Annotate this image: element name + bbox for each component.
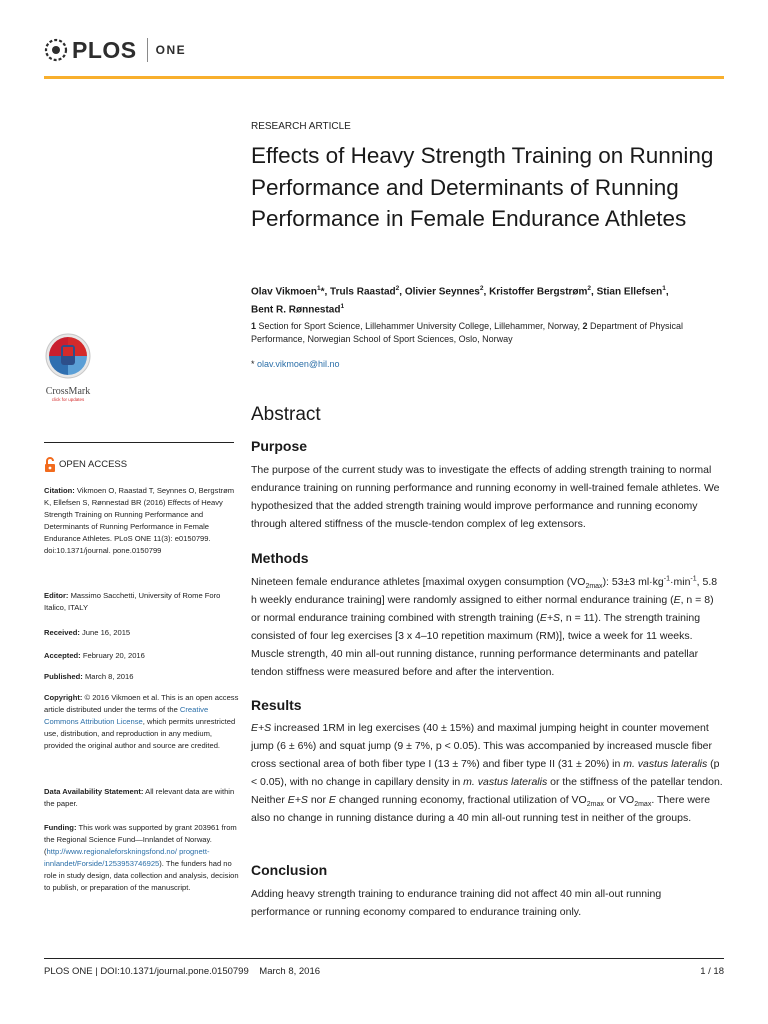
- conclusion-text: Adding heavy strength training to endurance training did not affect 40 min all-out running performance or running economy compared to endurance training only.: [251, 888, 662, 918]
- received-block: [44, 627, 239, 639]
- author-name: Kristoffer Bergstrøm: [489, 286, 588, 298]
- methods-text: Nineteen female endurance athletes [maximal oxygen consumption $(VO_{2max})$: 53±3 $ml\cdot kg^{-1}\cdot\min^{-1}$, 5.8 h weekly endurance training] were randomly assigned to either normal endurance training (E, n = 8) or normal endurance training combined with strength training (E+S, n = 11). The strength training consisted of four leg exercises [3 x 4–10 repetition maximum (RM)], twice a week for 11 weeks. Muscle strength, 40 min all-out running distance, running performance determinants and patellar tendon stiffness were measured before and after the intervention.: [251, 575, 718, 678]
- open-access-label: OPEN ACCESS: [59, 459, 128, 470]
- author-name: Olivier Seynnes: [404, 286, 480, 298]
- article-title: Effects of Heavy Strength Training on Running Performance and Determinants of Running Performance in Female Endurance Athletes: [251, 143, 714, 231]
- footer-rule: [44, 958, 724, 959]
- crossmark-sublabel: click for updates: [51, 397, 85, 402]
- author-affil-sup: 2: [479, 285, 484, 292]
- funding-link[interactable]: http://www.regionaleforskningsfond.no/ prognett-innlandet/Forside/1253953746925: [44, 847, 210, 868]
- copyright-text: © 2016 Vikmoen et al. This is an open access article distributed under the terms of the: [44, 693, 239, 714]
- copyright-label: Copyright:: [44, 693, 83, 702]
- data-availability-text: All relevant data are within the paper.: [44, 787, 235, 808]
- author-affil-sup: 1: [340, 303, 345, 311]
- affiliation-number: 1: [251, 321, 257, 331]
- logo-separator: [147, 38, 148, 62]
- email-prefix: *: [251, 359, 258, 369]
- author-sep: ,: [665, 286, 669, 298]
- author-affil-sup: 2: [587, 285, 592, 292]
- accepted-label: Accepted:: [44, 651, 81, 660]
- author-affil-sup: 1: [662, 285, 666, 292]
- author-sep: ,: [591, 286, 597, 298]
- footer-citation: PLOS ONE | DOI:10.1371/journal.pone.0150799 March 8, 2016: [44, 966, 321, 977]
- methods-heading: Methods: [251, 550, 309, 566]
- author-name: Bent R. Rønnestad: [251, 304, 341, 316]
- email-link[interactable]: olav.vikmoen@hil.no: [257, 359, 340, 369]
- accepted-date: February 20, 2016: [80, 651, 145, 660]
- crossmark-badge[interactable]: [38, 333, 98, 402]
- affiliation-number: 2: [582, 321, 588, 331]
- open-access-badge: [44, 457, 127, 472]
- author-sep: ,: [399, 286, 405, 298]
- citation-text: Vikmoen O, Raastad T, Seynnes O, Bergstrøm K, Ellefsen S, Rønnestad BR (2016) Effects of Heavy Strength Training on Running Performance and Determinants of Running Performance in Female Endurance Athletes. PLoS ONE 11(3): e0150799. doi:10.1371/journal. pone.0150799: [44, 486, 235, 555]
- author-affil-sup: 1: [316, 285, 321, 292]
- copyright-text: , which permits unrestricted use, distribution, and reproduction in any medium, provided the original author and source are credited.: [44, 717, 236, 750]
- author-affil-sup: 2: [395, 285, 400, 292]
- results-text: E+S increased 1RM in leg exercises (40 ± 15%) and maximal jumping height in counter movement jump (6 ± 6%) and squat jump (9 ± 7%, p < 0.05). This was accompanied by increased muscle fiber cross sectional area of both fiber type I (13 ± 7%) and fiber type II (31 ± 20%) in m. vastus lateralis (p < 0.05), with no change in capillary density in m. vastus lateralis or the stiffness of the patellar tendon. Neither E+S nor E changed running economy, fractional utilization of $VO_{2max}$ or $VO_{2max}$. There were also no change in running distance during a 40 min all-out running test in neither of the groups.: [251, 722, 723, 824]
- funding-block: [44, 822, 239, 894]
- purpose-text: The purpose of the current study was to investigate the effects of adding strength training to normal endurance training on running performance and running economy in well-trained female athletes. We hypothesized that the added strength training would improve performance and running economy through altered stiffness of the muscle-tendon complex of leg extensors.: [251, 464, 720, 530]
- data-availability-label: Data Availability Statement:: [44, 787, 144, 796]
- plos-one-logo: [44, 34, 186, 66]
- crossmark-label: CrossMark: [45, 386, 91, 397]
- author-sep: ,: [483, 286, 490, 298]
- copyright-block: [44, 692, 239, 752]
- logo-one-text: ONE: [155, 43, 187, 57]
- abstract-heading: Abstract: [251, 404, 321, 425]
- affiliations: [251, 320, 721, 346]
- open-lock-icon: [44, 457, 56, 472]
- author-name: Olav Vikmoen: [251, 286, 317, 298]
- funding-text: ). The funders had no role in study design, data collection and analysis, decision to publish, or preparation of the manuscript.: [44, 859, 239, 892]
- published-block: [44, 671, 239, 683]
- editor-text: Massimo Sacchetti, University of Rome Foro Italico, ITALY: [44, 591, 221, 612]
- crossmark-icon: [45, 333, 91, 379]
- conclusion-heading: Conclusion: [251, 862, 328, 878]
- license-link[interactable]: Creative Commons Attribution License: [44, 705, 209, 726]
- affiliation-text: Department of Physical Performance, Norwegian School of Sport Sciences, Oslo, Norway: [251, 321, 684, 344]
- header-rule: [44, 76, 724, 79]
- editor-block: [44, 590, 239, 614]
- author-sep: *,: [320, 286, 331, 298]
- purpose-heading: Purpose: [251, 438, 308, 454]
- page-number: 1 / 18: [700, 966, 724, 977]
- author-name: Truls Raastad: [330, 286, 396, 298]
- data-availability-block: [44, 786, 239, 810]
- funding-label: Funding:: [44, 823, 77, 832]
- results-heading: Results: [251, 697, 302, 713]
- author-list: [251, 281, 721, 318]
- plos-logo-icon: [44, 38, 68, 62]
- citation-block: [44, 485, 239, 557]
- funding-text: This work was supported by grant 203961 from the Regional Science Fund—Innlandet of Norway. (: [44, 823, 237, 856]
- citation-label: Citation:: [44, 486, 75, 495]
- published-date: March 8, 2016: [82, 672, 134, 681]
- published-label: Published:: [44, 672, 83, 681]
- affiliation-text: Section for Sport Science, Lillehammer University College, Lillehammer, Norway,: [256, 321, 583, 331]
- editor-label: Editor:: [44, 591, 69, 600]
- logo-plos-text: PLOS: [72, 36, 137, 63]
- corresponding-email: [251, 359, 340, 369]
- received-date: June 16, 2015: [79, 628, 131, 637]
- accepted-block: [44, 650, 239, 662]
- received-label: Received:: [44, 628, 80, 637]
- author-name: Stian Ellefsen: [596, 286, 663, 298]
- article-type: RESEARCH ARTICLE: [251, 121, 351, 132]
- sidebar-rule: [44, 442, 234, 443]
